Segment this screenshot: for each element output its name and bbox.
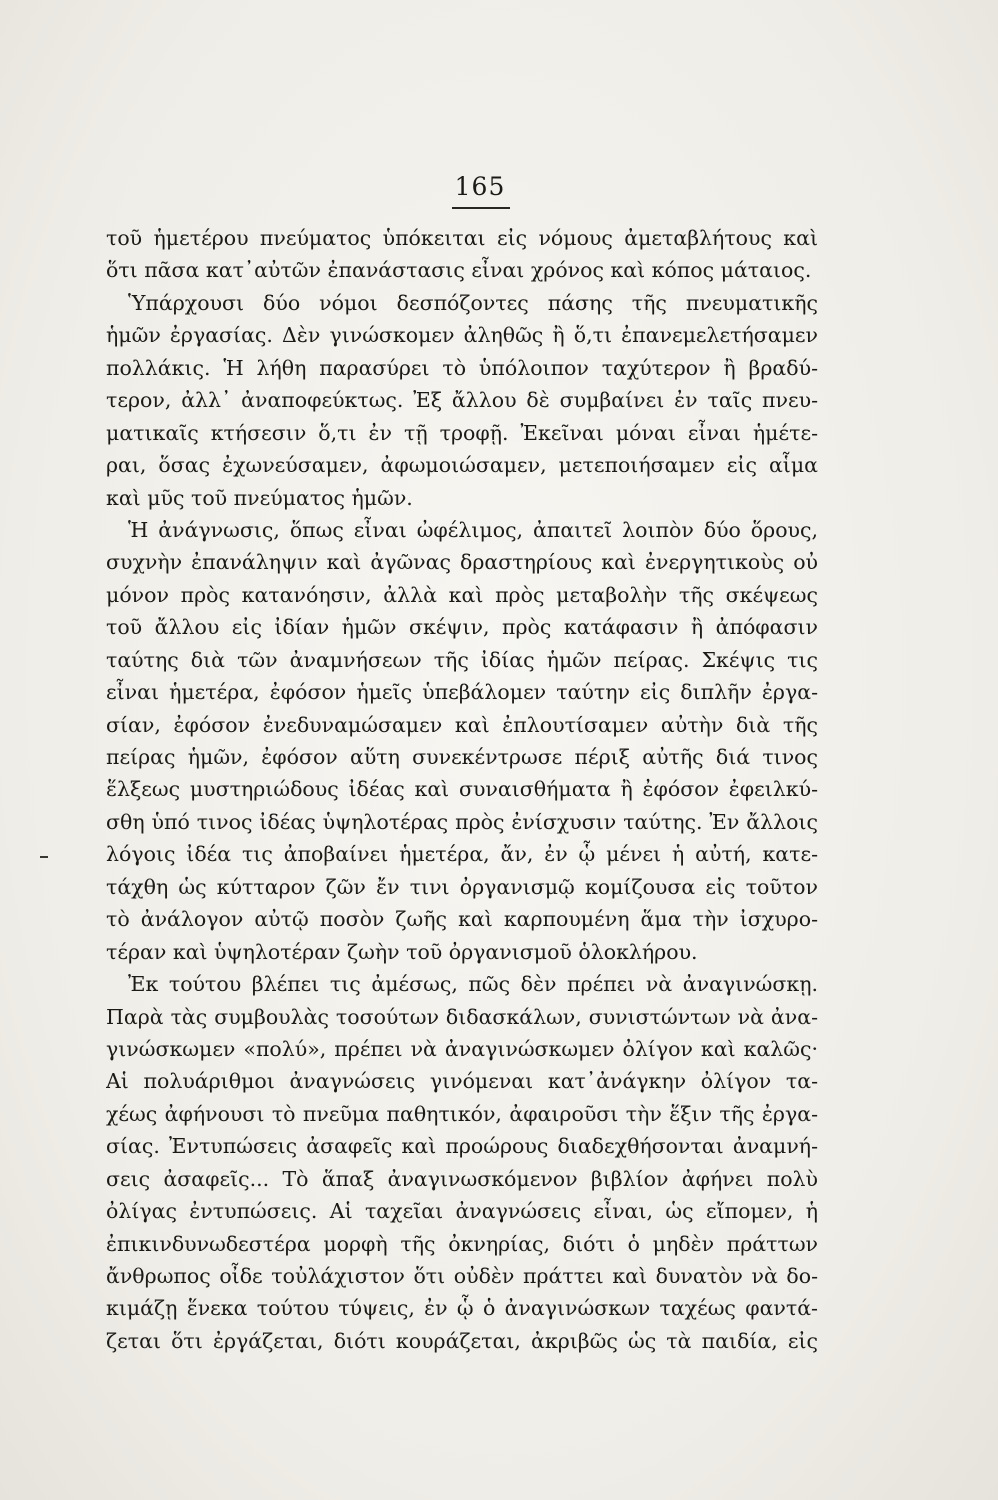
text-line: ὀλίγας ἐντυπώσεις. Αἱ ταχεῖαι ἀναγνώσεις εἶναι, ὡς εἴπομεν, ἡ <box>106 1199 818 1224</box>
text-line: τὸ ἀνάλογον αὐτῷ ποσὸν ζωῆς καὶ καρπουμένη ἅμα τὴν ἰσχυρο- <box>106 907 818 932</box>
text-line: σθη ὑπό τινος ἰδέας ὑψηλοτέρας πρὸς ἐνίσχυσιν ταύτης. Ἐν ἄλλοις <box>106 809 818 834</box>
margin-mark <box>40 856 48 858</box>
text-line: Ὑπάρχουσι δύο νόμοι δεσπόζοντες πάσης τῆς πνευματικῆς <box>128 290 818 315</box>
text-line: ταύτης διὰ τῶν ἀναμνήσεων τῆς ἰδίας ἡμῶν πείρας. Σκέψις τις <box>106 647 818 672</box>
text-line: τερον, ἀλλ᾽ ἀναποφεύκτως. Ἐξ ἄλλου δὲ συμβαίνει ἐν ταῖς πνευ- <box>106 388 818 413</box>
text-line: Ἡ ἀνάγνωσις, ὅπως εἶναι ὠφέλιμος, ἀπαιτεῖ λοιπὸν δύο ὅρους, <box>128 517 818 542</box>
text-line: τάχθη ὡς κύτταρον ζῶν ἔν τινι ὀργανισμῷ κομίζουσα εἰς τοῦτον <box>106 874 818 899</box>
text-line: συχνὴν ἐπανάληψιν καὶ ἀγῶνας δραστηρίους καὶ ἐνεργητικοὺς οὐ <box>106 550 818 575</box>
text-line: ἐπικινδυνωδεστέρα μορφὴ τῆς ὀκνηρίας, διότι ὁ μηδὲν πράττων <box>106 1231 818 1256</box>
text-line: σεις ἀσαφεῖς... Τὸ ἅπαξ ἀναγινωσκόμενον βιβλίον ἀφήνει πολὺ <box>106 1166 818 1191</box>
text-line: ἡμῶν ἐργασίας. Δὲν γινώσκομεν ἀληθῶς ἢ ὅ,τι ἐπανεμελετήσαμεν <box>106 323 818 348</box>
text-line: Αἱ πολυάριθμοι ἀναγνώσεις γινόμεναι κατ᾽ἀνάγκην ὀλίγον τα- <box>106 1069 818 1094</box>
text-line: τοῦ ἡμετέρου πνεύματος ὑπόκειται εἰς νόμους ἀμεταβλήτους καὶ <box>106 226 818 250</box>
text-line: καὶ μῦς τοῦ πνεύματος ἡμῶν. <box>106 485 413 510</box>
text-line: πείρας ἡμῶν, ἐφόσον αὕτη συνεκέντρωσε πέριξ αὐτῆς διά τινος <box>106 745 818 769</box>
text-line: κιμάζῃ ἕνεκα τούτου τύψεις, ἐν ᾧ ὁ ἀναγινώσκων ταχέως φαντά- <box>106 1296 818 1321</box>
text-line: ἄνθρωπος οἶδε τοὐλάχιστον ὅτι οὐδὲν πράττει καὶ δυνατὸν νὰ δο- <box>106 1264 818 1288</box>
page-number-rule <box>452 207 510 209</box>
text-line: ματικαῖς κτήσεσιν ὅ,τι ἐν τῇ τροφῇ. Ἐκεῖναι μόναι εἶναι ἡμέτε- <box>106 420 818 445</box>
text-line: πολλάκις. Ἡ λήθη παρασύρει τὸ ὑπόλοιπον ταχύτερον ἢ βραδύ- <box>106 355 818 380</box>
text-line: σίαν, ἐφόσον ἐνεδυναμώσαμεν καὶ ἐπλουτίσαμεν αὐτὴν διὰ τῆς <box>106 712 818 737</box>
text-line: τοῦ ἄλλου εἰς ἰδίαν ἡμῶν σκέψιν, πρὸς κατάφασιν ἢ ἀπόφασιν <box>106 615 818 640</box>
text-line: τέραν καὶ ὑψηλοτέραν ζωὴν τοῦ ὀργανισμοῦ ὁλοκλήρου. <box>106 939 698 964</box>
text-line: χέως ἀφήνουσι τὸ πνεῦμα παθητικόν, ἀφαιροῦσι τὴν ἕξιν τῆς ἐργα- <box>106 1101 818 1126</box>
text-line: λόγοις ἰδέα τις ἀποβαίνει ἡμετέρα, ἄν, ἐν ᾧ μένει ἡ αὐτή, κατε- <box>106 842 818 867</box>
text-line: γινώσκωμεν «πολύ», πρέπει νὰ ἀναγινώσκωμεν ὀλίγον καὶ καλῶς· <box>106 1036 818 1061</box>
text-line: Παρὰ τὰς συμβουλὰς τοσούτων διδασκάλων, συνιστώντων νὰ ἀνα- <box>106 1004 818 1029</box>
page-number: 165 <box>454 172 506 201</box>
text-line: ἕλξεως μυστηριώδους ἰδέας καὶ συναισθήματα ἢ ἐφόσον ἐφειλκύ- <box>106 777 818 802</box>
text-line: ζεται ὅτι ἐργάζεται, διότι κουράζεται, ἀκριβῶς ὡς τὰ παιδία, εἰς <box>106 1328 818 1353</box>
text-line: σίας. Ἐντυπώσεις ἀσαφεῖς καὶ προώρους διαδεχθήσονται ἀναμνή- <box>106 1134 818 1159</box>
text-line: Ἐκ τούτου βλέπει τις ἀμέσως, πῶς δὲν πρέπει νὰ ἀναγινώσκῃ. <box>128 972 818 997</box>
text-line: ραι, ὅσας ἐχωνεύσαμεν, ἀφωμοιώσαμεν, μετεποιήσαμεν εἰς αἷμα <box>106 453 818 478</box>
text-line: ὅτι πᾶσα κατ᾽αὐτῶν ἐπανάστασις εἶναι χρόνος καὶ κόπος μάταιος. <box>106 258 812 283</box>
text-line: μόνον πρὸς κατανόησιν, ἀλλὰ καὶ πρὸς μεταβολὴν τῆς σκέψεως <box>106 582 818 607</box>
text-line: εἶναι ἡμετέρα, ἐφόσον ἡμεῖς ὑπεβάλομεν ταύτην εἰς διπλῆν ἐργα- <box>106 680 818 705</box>
body-text <box>106 222 818 1357</box>
